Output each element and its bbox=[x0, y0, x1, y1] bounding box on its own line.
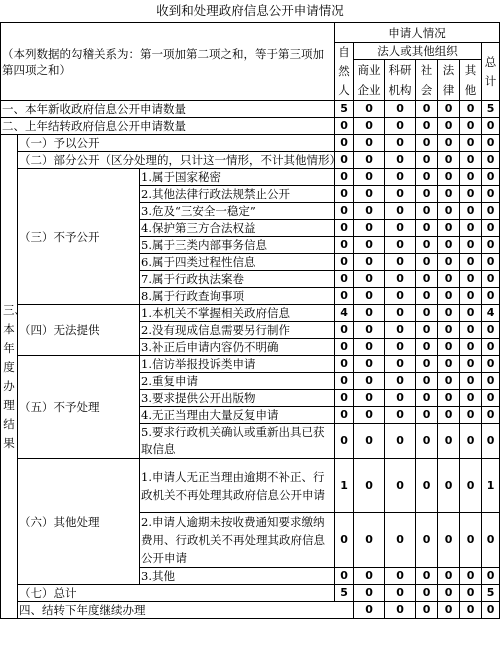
value-cell: 0 bbox=[335, 424, 354, 459]
value-cell: 0 bbox=[460, 118, 482, 135]
value-cell: 0 bbox=[460, 513, 482, 568]
value-cell: 0 bbox=[482, 424, 500, 459]
value-cell: 0 bbox=[460, 407, 482, 424]
value-cell: 0 bbox=[385, 373, 416, 390]
value-cell: 0 bbox=[460, 568, 482, 585]
value-cell: 0 bbox=[460, 203, 482, 220]
value-cell: 0 bbox=[416, 186, 438, 203]
value-cell: 0 bbox=[354, 339, 385, 356]
value-cell: 0 bbox=[438, 513, 460, 568]
value-cell: 0 bbox=[460, 602, 482, 619]
value-cell: 0 bbox=[354, 459, 385, 513]
value-cell: 0 bbox=[416, 513, 438, 568]
value-cell: 0 bbox=[460, 424, 482, 459]
value-cell: 0 bbox=[335, 152, 354, 169]
value-cell: 0 bbox=[354, 585, 385, 602]
value-cell: 0 bbox=[460, 271, 482, 288]
value-cell: 0 bbox=[482, 135, 500, 152]
value-cell: 0 bbox=[460, 339, 482, 356]
legal-header: 法律 bbox=[438, 60, 460, 101]
value-cell: 0 bbox=[482, 237, 500, 254]
value-cell: 0 bbox=[482, 220, 500, 237]
table-title: 收到和处理政府信息公开申请情况 bbox=[156, 3, 344, 18]
value-cell: 0 bbox=[354, 220, 385, 237]
other-header: 其他 bbox=[460, 60, 482, 101]
value-cell: 0 bbox=[438, 186, 460, 203]
value-cell: 0 bbox=[335, 271, 354, 288]
value-cell: 0 bbox=[416, 568, 438, 585]
value-cell: 0 bbox=[416, 169, 438, 186]
value-cell: 0 bbox=[438, 390, 460, 407]
value-cell: 0 bbox=[438, 101, 460, 118]
value-cell: 0 bbox=[354, 373, 385, 390]
row-label-g3-1: 1.属于国家秘密 bbox=[140, 169, 335, 186]
value-cell: 0 bbox=[460, 305, 482, 322]
value-cell: 5 bbox=[335, 585, 354, 602]
value-cell: 0 bbox=[482, 254, 500, 271]
value-cell: 0 bbox=[385, 407, 416, 424]
group-label-g6: （六）其他处理 bbox=[18, 459, 140, 585]
table-row bbox=[1, 169, 500, 186]
value-cell: 0 bbox=[416, 271, 438, 288]
value-cell: 0 bbox=[335, 203, 354, 220]
value-cell: 0 bbox=[354, 305, 385, 322]
value-cell: 0 bbox=[385, 237, 416, 254]
value-cell: 0 bbox=[482, 118, 500, 135]
value-cell: 0 bbox=[354, 203, 385, 220]
value-cell: 0 bbox=[460, 186, 482, 203]
value-cell: 0 bbox=[416, 407, 438, 424]
value-cell: 0 bbox=[460, 237, 482, 254]
value-cell: 4 bbox=[335, 305, 354, 322]
value-cell: 0 bbox=[385, 424, 416, 459]
table-row bbox=[1, 152, 500, 169]
value-cell: 0 bbox=[354, 118, 385, 135]
value-cell: 0 bbox=[385, 568, 416, 585]
value-cell: 0 bbox=[438, 135, 460, 152]
row-label-g3-5: 5.属于三类内部事务信息 bbox=[140, 237, 335, 254]
value-cell: 0 bbox=[335, 254, 354, 271]
value-cell: 0 bbox=[335, 220, 354, 237]
value-cell: 0 bbox=[438, 424, 460, 459]
value-cell: 0 bbox=[460, 254, 482, 271]
value-cell: 0 bbox=[482, 513, 500, 568]
natural-person-header: 自然人 bbox=[335, 43, 354, 101]
row-label-row2: 二、上年结转政府信息公开申请数量 bbox=[1, 118, 335, 135]
table-row bbox=[1, 585, 500, 602]
value-cell: 0 bbox=[460, 390, 482, 407]
value-cell: 0 bbox=[335, 169, 354, 186]
table-row bbox=[1, 459, 500, 513]
value-cell: 5 bbox=[482, 101, 500, 118]
value-cell: 0 bbox=[385, 513, 416, 568]
value-cell: 0 bbox=[416, 585, 438, 602]
value-cell: 0 bbox=[385, 135, 416, 152]
group-label-g5: （五）不予处理 bbox=[18, 356, 140, 459]
table-row bbox=[1, 602, 500, 619]
value-cell: 0 bbox=[438, 169, 460, 186]
row-label-g3-2: 2.其他法律行政法规禁止公开 bbox=[140, 186, 335, 203]
value-cell: 0 bbox=[482, 602, 500, 619]
value-cell: 5 bbox=[335, 101, 354, 118]
value-cell: 0 bbox=[416, 459, 438, 513]
value-cell: 0 bbox=[416, 220, 438, 237]
value-cell: 4 bbox=[482, 305, 500, 322]
value-cell: 0 bbox=[385, 602, 416, 619]
value-cell: 0 bbox=[354, 152, 385, 169]
row-label-g7: （七）总计 bbox=[18, 585, 335, 602]
value-cell: 0 bbox=[416, 135, 438, 152]
table-row bbox=[1, 135, 500, 152]
value-cell: 0 bbox=[335, 373, 354, 390]
value-cell: 0 bbox=[385, 339, 416, 356]
value-cell: 0 bbox=[335, 322, 354, 339]
value-cell: 0 bbox=[438, 373, 460, 390]
value-cell: 0 bbox=[438, 602, 460, 619]
row-label-row4: 四、结转下年度继续办理 bbox=[18, 602, 354, 619]
value-cell: 0 bbox=[438, 407, 460, 424]
value-cell: 0 bbox=[385, 585, 416, 602]
value-cell: 0 bbox=[438, 568, 460, 585]
value-cell: 0 bbox=[385, 101, 416, 118]
header-row-1 bbox=[1, 23, 500, 43]
value-cell: 0 bbox=[460, 220, 482, 237]
value-cell: 0 bbox=[385, 169, 416, 186]
value-cell: 0 bbox=[482, 339, 500, 356]
value-cell: 0 bbox=[354, 322, 385, 339]
value-cell: 0 bbox=[438, 271, 460, 288]
value-cell: 0 bbox=[416, 373, 438, 390]
value-cell: 0 bbox=[385, 254, 416, 271]
value-cell: 0 bbox=[482, 203, 500, 220]
value-cell: 0 bbox=[416, 101, 438, 118]
value-cell: 0 bbox=[385, 288, 416, 305]
group-label-g3: （三）不予公开 bbox=[18, 169, 140, 305]
value-cell: 0 bbox=[354, 135, 385, 152]
value-cell: 0 bbox=[385, 390, 416, 407]
value-cell: 0 bbox=[438, 585, 460, 602]
value-cell: 0 bbox=[416, 288, 438, 305]
row-label-g5-1: 1.信访举报投诉类申请 bbox=[140, 356, 335, 373]
value-cell: 0 bbox=[335, 407, 354, 424]
value-cell: 0 bbox=[385, 459, 416, 513]
value-cell: 0 bbox=[438, 152, 460, 169]
group-label-g4: （四）无法提供 bbox=[18, 305, 140, 356]
value-cell: 0 bbox=[482, 322, 500, 339]
total-header: 总计 bbox=[482, 43, 500, 101]
value-cell: 0 bbox=[460, 169, 482, 186]
commercial-header: 商业企业 bbox=[354, 60, 385, 101]
value-cell: 0 bbox=[460, 288, 482, 305]
row-label-g3-3: 3.危及“三安全一稳定” bbox=[140, 203, 335, 220]
row-label-g5-2: 2.重复申请 bbox=[140, 373, 335, 390]
value-cell: 0 bbox=[354, 271, 385, 288]
table-row bbox=[1, 356, 500, 373]
value-cell: 0 bbox=[482, 407, 500, 424]
value-cell: 0 bbox=[354, 101, 385, 118]
row-label-g5-4: 4.无正当理由大量反复申请 bbox=[140, 407, 335, 424]
value-cell: 0 bbox=[438, 356, 460, 373]
social-header: 社会 bbox=[416, 60, 438, 101]
value-cell: 0 bbox=[438, 339, 460, 356]
research-header: 科研机构 bbox=[385, 60, 416, 101]
value-cell: 0 bbox=[354, 169, 385, 186]
value-cell: 0 bbox=[438, 254, 460, 271]
value-cell: 0 bbox=[416, 118, 438, 135]
value-cell: 0 bbox=[482, 356, 500, 373]
row-label-g3-4: 4.保护第三方合法权益 bbox=[140, 220, 335, 237]
value-cell: 0 bbox=[416, 356, 438, 373]
value-cell: 0 bbox=[354, 390, 385, 407]
value-cell: 0 bbox=[482, 152, 500, 169]
value-cell: 0 bbox=[354, 407, 385, 424]
value-cell: 0 bbox=[354, 513, 385, 568]
value-cell: 0 bbox=[354, 237, 385, 254]
value-cell: 0 bbox=[460, 585, 482, 602]
value-cell: 0 bbox=[460, 459, 482, 513]
value-cell: 0 bbox=[416, 254, 438, 271]
value-cell: 1 bbox=[482, 459, 500, 513]
value-cell: 0 bbox=[416, 339, 438, 356]
row-label-g3-6: 6.属于四类过程性信息 bbox=[140, 254, 335, 271]
value-cell: 0 bbox=[354, 602, 385, 619]
row-label-g3-7: 7.属于行政执法案卷 bbox=[140, 271, 335, 288]
value-cell: 0 bbox=[354, 254, 385, 271]
value-cell: 0 bbox=[482, 169, 500, 186]
value-cell: 0 bbox=[460, 135, 482, 152]
value-cell: 0 bbox=[335, 118, 354, 135]
value-cell: 0 bbox=[385, 356, 416, 373]
value-cell: 0 bbox=[354, 356, 385, 373]
value-cell: 0 bbox=[335, 135, 354, 152]
value-cell: 0 bbox=[438, 220, 460, 237]
value-cell: 0 bbox=[335, 568, 354, 585]
value-cell: 0 bbox=[335, 356, 354, 373]
applicant-situation-header: 申请人情况 bbox=[335, 23, 500, 43]
value-cell: 0 bbox=[438, 305, 460, 322]
value-cell: 0 bbox=[416, 237, 438, 254]
table-row bbox=[1, 101, 500, 118]
value-cell: 0 bbox=[354, 424, 385, 459]
value-cell: 0 bbox=[438, 322, 460, 339]
row-label-g4-2: 2.没有现成信息需要另行制作 bbox=[140, 322, 335, 339]
value-cell: 0 bbox=[482, 390, 500, 407]
value-cell: 0 bbox=[416, 203, 438, 220]
value-cell: 5 bbox=[482, 585, 500, 602]
value-cell: 0 bbox=[416, 305, 438, 322]
value-cell: 0 bbox=[335, 186, 354, 203]
value-cell: 0 bbox=[335, 339, 354, 356]
value-cell: 0 bbox=[335, 513, 354, 568]
value-cell: 0 bbox=[416, 152, 438, 169]
row-label-row1: 一、本年新收政府信息公开申请数量 bbox=[1, 101, 335, 118]
row-label-g1: （一）予以公开 bbox=[18, 135, 335, 152]
note-cell: （本列数据的勾稽关系为：第一项加第二项之和，等于第三项加第四项之和） bbox=[1, 23, 335, 101]
value-cell: 0 bbox=[482, 288, 500, 305]
value-cell: 0 bbox=[438, 118, 460, 135]
value-cell: 0 bbox=[438, 459, 460, 513]
row-label-g3-8: 8.属于行政查询事项 bbox=[140, 288, 335, 305]
value-cell: 0 bbox=[460, 356, 482, 373]
value-cell: 0 bbox=[482, 373, 500, 390]
legal-or-other-org-header: 法人或其他组织 bbox=[354, 43, 482, 60]
value-cell: 0 bbox=[482, 271, 500, 288]
value-cell: 0 bbox=[335, 237, 354, 254]
value-cell: 0 bbox=[354, 568, 385, 585]
value-cell: 0 bbox=[416, 322, 438, 339]
row-label-g6-2: 2.申请人逾期未按收费通知要求缴纳费用、行政机关不再处理其政府信息公开申请 bbox=[140, 513, 335, 568]
row-label-g4-3: 3.补正后申请内容仍不明确 bbox=[140, 339, 335, 356]
value-cell: 0 bbox=[335, 288, 354, 305]
value-cell: 0 bbox=[354, 186, 385, 203]
value-cell: 0 bbox=[416, 424, 438, 459]
value-cell: 0 bbox=[438, 288, 460, 305]
value-cell: 0 bbox=[385, 305, 416, 322]
row-label-g6-1: 1.申请人无正当理由逾期不补正、行政机关不再处理其政府信息公开申请 bbox=[140, 459, 335, 513]
value-cell: 0 bbox=[335, 390, 354, 407]
value-cell: 0 bbox=[385, 152, 416, 169]
value-cell: 0 bbox=[354, 288, 385, 305]
value-cell: 0 bbox=[482, 186, 500, 203]
value-cell: 0 bbox=[385, 322, 416, 339]
value-cell: 0 bbox=[385, 118, 416, 135]
row-label-g2: （二）部分公开（区分处理的，只计这一情形，不计其他情形） bbox=[19, 153, 341, 167]
value-cell: 0 bbox=[438, 203, 460, 220]
table-row bbox=[1, 118, 500, 135]
value-cell: 0 bbox=[460, 322, 482, 339]
value-cell: 1 bbox=[335, 459, 354, 513]
value-cell: 0 bbox=[460, 101, 482, 118]
value-cell: 0 bbox=[385, 271, 416, 288]
row-label-g5-5: 5.要求行政机关确认或重新出具已获取信息 bbox=[140, 424, 335, 459]
value-cell: 0 bbox=[460, 152, 482, 169]
row-label-g4-1: 1.本机关不掌握相关政府信息 bbox=[140, 305, 335, 322]
value-cell: 0 bbox=[482, 568, 500, 585]
disclosure-table bbox=[0, 22, 500, 619]
value-cell: 0 bbox=[416, 390, 438, 407]
row-label-g6-3: 3.其他 bbox=[140, 568, 335, 585]
value-cell: 0 bbox=[385, 220, 416, 237]
value-cell: 0 bbox=[416, 602, 438, 619]
row-label-g5-3: 3.要求提供公开出版物 bbox=[140, 390, 335, 407]
value-cell: 0 bbox=[385, 186, 416, 203]
value-cell: 0 bbox=[438, 237, 460, 254]
table-row bbox=[1, 305, 500, 322]
value-cell: 0 bbox=[460, 373, 482, 390]
section-3-label: 三、本年度办理结果 bbox=[1, 135, 18, 619]
value-cell: 0 bbox=[385, 203, 416, 220]
